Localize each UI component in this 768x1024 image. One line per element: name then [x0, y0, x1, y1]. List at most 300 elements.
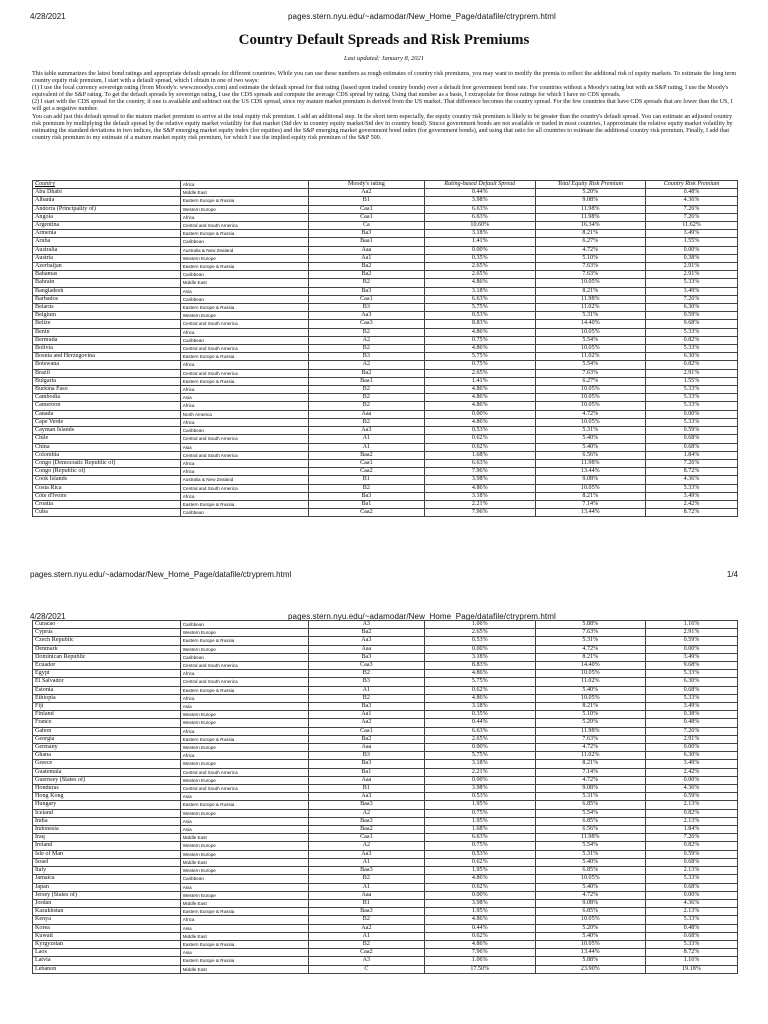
table-row	[33, 875, 738, 883]
rating-cell: Caa3	[308, 320, 424, 328]
table-row	[33, 222, 738, 230]
table-row	[33, 965, 738, 973]
rating-cell: Aa3	[308, 850, 424, 858]
crp-cell: 0.82%	[646, 361, 738, 369]
default-spread-cell: 0.44%	[425, 924, 536, 932]
rating-cell: Aa1	[308, 254, 424, 262]
default-spread-cell: 3.18%	[425, 287, 536, 295]
table-row	[33, 735, 738, 743]
rating-cell: Aaa	[308, 645, 424, 653]
total-erp-cell: 5.20%	[535, 719, 646, 727]
country-cell: Benin	[33, 328, 181, 336]
total-erp-cell: 14.40%	[535, 320, 646, 328]
table-row	[33, 230, 738, 238]
rating-cell: Ba2	[308, 735, 424, 743]
default-spread-cell: 6.63%	[425, 213, 536, 221]
default-spread-cell: 1.41%	[425, 377, 536, 385]
region-cell: Western Europe	[180, 711, 308, 719]
total-erp-cell: 5.10%	[535, 711, 646, 719]
crp-cell: 1.55%	[646, 377, 738, 385]
default-spread-cell: 0.53%	[425, 793, 536, 801]
rating-cell: Aaa	[308, 891, 424, 899]
country-cell: Abu Dhabi	[33, 189, 181, 197]
table-row	[33, 686, 738, 694]
table-row	[33, 637, 738, 645]
crp-cell: 2.91%	[646, 735, 738, 743]
table-row	[33, 238, 738, 246]
rating-cell: Ba3	[308, 653, 424, 661]
total-erp-cell: 11.98%	[535, 834, 646, 842]
crp-cell: 0.59%	[646, 637, 738, 645]
total-erp-cell: 5.88%	[535, 621, 646, 629]
crp-cell: 0.48%	[646, 189, 738, 197]
region-cell: Asia	[180, 817, 308, 825]
crp-cell: 9.68%	[646, 320, 738, 328]
country-cell: Jamaica	[33, 875, 181, 883]
region-cell: Middle East	[180, 834, 308, 842]
country-cell: Dominican Republic	[33, 653, 181, 661]
rating-cell: Ba3	[308, 287, 424, 295]
rating-cell: Ba3	[308, 230, 424, 238]
country-cell: Belize	[33, 320, 181, 328]
table-row	[33, 197, 738, 205]
rating-cell: A3	[308, 621, 424, 629]
default-spread-cell: 1.41%	[425, 238, 536, 246]
region-cell: Caribbean	[180, 653, 308, 661]
country-cell: Cyprus	[33, 629, 181, 637]
region-cell: Eastern Europe & Russia	[180, 686, 308, 694]
intro-paragraph: (1) I use the local currency sovereign rating (from Moody's: www.moodys.com) and estimate the default spread for that rating (based upon traded country bonds) over a default free government bond rate. For countries without a Moody's rating but with an S&P rating, I use the Moody's equivalent of the S&P rating. To get the default spreads by sovereign rating, I use the CDS spreads and compute the average CDS spread by rating. Using that number as a basis, I extrapolate for those ratings for which I have no CDS spreads.	[32, 85, 729, 99]
rating-cell: B3	[308, 678, 424, 686]
rating-cell: Caa1	[308, 213, 424, 221]
crp-cell: 5.33%	[646, 345, 738, 353]
country-cell: Aruba	[33, 238, 181, 246]
table-row	[33, 287, 738, 295]
country-cell: Cuba	[33, 509, 181, 517]
region-cell: Western Europe	[180, 760, 308, 768]
region-cell: Caribbean	[180, 509, 308, 517]
total-erp-cell: 10.05%	[535, 916, 646, 924]
rating-cell: A2	[308, 336, 424, 344]
default-spread-cell: 0.62%	[425, 686, 536, 694]
default-spread-cell: 4.86%	[425, 484, 536, 492]
table-row	[33, 883, 738, 891]
default-spread-cell: 0.62%	[425, 858, 536, 866]
rating-cell: A2	[308, 361, 424, 369]
total-erp-cell: 5.40%	[535, 932, 646, 940]
rating-cell: B2	[308, 394, 424, 402]
table-row	[33, 744, 738, 752]
region-cell: Africa	[180, 727, 308, 735]
crp-cell: 0.68%	[646, 686, 738, 694]
rating-cell: Ba2	[308, 369, 424, 377]
default-spread-cell: 6.63%	[425, 459, 536, 467]
table-row	[33, 645, 738, 653]
table-row	[33, 817, 738, 825]
crp-cell: 0.59%	[646, 312, 738, 320]
rating-cell: C	[308, 965, 424, 973]
table-row	[33, 670, 738, 678]
rating-cell: Aa3	[308, 427, 424, 435]
crp-cell: 5.33%	[646, 279, 738, 287]
table-row	[33, 328, 738, 336]
default-spread-cell: 3.18%	[425, 492, 536, 500]
table-row	[33, 826, 738, 834]
region-cell: Caribbean	[180, 621, 308, 629]
table-row	[33, 678, 738, 686]
country-cell: Bermuda	[33, 336, 181, 344]
region-cell: Central and South America	[180, 435, 308, 443]
country-cell: Ethiopia	[33, 694, 181, 702]
country-cell: Kyrgyzstan	[33, 940, 181, 948]
rating-cell: A1	[308, 932, 424, 940]
region-cell: Western Europe	[180, 719, 308, 727]
region-cell: Africa	[180, 386, 308, 394]
table-row	[33, 312, 738, 320]
table-row	[33, 492, 738, 500]
country-cell: India	[33, 817, 181, 825]
rating-cell: A2	[308, 842, 424, 850]
crp-cell: 0.82%	[646, 336, 738, 344]
default-spread-cell: 2.65%	[425, 271, 536, 279]
default-spread-cell: 17.50%	[425, 965, 536, 973]
table-row	[33, 377, 738, 385]
region-cell: Central and South America	[180, 222, 308, 230]
crp-cell: 1.55%	[646, 238, 738, 246]
default-spread-cell: 3.18%	[425, 760, 536, 768]
total-erp-cell: 8.21%	[535, 703, 646, 711]
region-cell: Western Europe	[180, 254, 308, 262]
default-spread-cell: 6.63%	[425, 727, 536, 735]
country-cell: Cape Verde	[33, 418, 181, 426]
country-cell: Botswana	[33, 361, 181, 369]
region-cell: Africa	[180, 670, 308, 678]
page-number: 1/4	[726, 570, 738, 579]
total-erp-cell: 7.63%	[535, 629, 646, 637]
rating-cell: Caa1	[308, 205, 424, 213]
default-spread-cell: 1.95%	[425, 817, 536, 825]
default-spread-cell: 0.53%	[425, 637, 536, 645]
table-row	[33, 254, 738, 262]
total-erp-cell: 7.63%	[535, 263, 646, 271]
crp-cell: 2.91%	[646, 629, 738, 637]
default-spread-cell: 2.65%	[425, 369, 536, 377]
region-cell: Africa	[180, 752, 308, 760]
country-cell: Kuwait	[33, 932, 181, 940]
country-cell: El Salvador	[33, 678, 181, 686]
rating-cell: A1	[308, 443, 424, 451]
country-cell: Germany	[33, 744, 181, 752]
rating-cell: A1	[308, 883, 424, 891]
intro-text	[32, 71, 738, 142]
total-erp-cell: 7.14%	[535, 768, 646, 776]
country-cell: Croatia	[33, 500, 181, 508]
table-row	[33, 719, 738, 727]
crp-cell: 0.00%	[646, 246, 738, 254]
country-cell: Bolivia	[33, 345, 181, 353]
crp-cell: 2.13%	[646, 908, 738, 916]
table-row	[33, 451, 738, 459]
crp-cell: 2.13%	[646, 867, 738, 875]
region-cell: Africa	[180, 694, 308, 702]
crp-cell: 0.59%	[646, 427, 738, 435]
default-spread-cell: 2.65%	[425, 629, 536, 637]
default-spread-cell: 7.96%	[425, 509, 536, 517]
table-row	[33, 484, 738, 492]
total-erp-cell: 10.05%	[535, 394, 646, 402]
rating-cell: Aa2	[308, 924, 424, 932]
region-cell: Western Europe	[180, 312, 308, 320]
country-table-continued	[32, 620, 738, 974]
crp-cell: 0.38%	[646, 254, 738, 262]
default-spread-cell: 4.86%	[425, 279, 536, 287]
rating-cell: B2	[308, 418, 424, 426]
crp-cell: 1.84%	[646, 451, 738, 459]
rating-cell: B2	[308, 328, 424, 336]
col-header-crp: Country Risk Premium	[646, 181, 738, 189]
default-spread-cell: 4.86%	[425, 670, 536, 678]
region-cell: Central and South America	[180, 369, 308, 377]
print-url: pages.stern.nyu.edu/~adamodar/New_Home_Page/datafile/ctryprem.html	[288, 12, 556, 21]
table-row	[33, 394, 738, 402]
crp-cell: 0.82%	[646, 842, 738, 850]
total-erp-cell: 5.88%	[535, 957, 646, 965]
total-erp-cell: 6.85%	[535, 908, 646, 916]
table-row	[33, 509, 738, 517]
crp-cell: 3.49%	[646, 760, 738, 768]
crp-cell: 4.36%	[646, 785, 738, 793]
table-row	[33, 801, 738, 809]
country-cell: Cambodia	[33, 394, 181, 402]
default-spread-cell: 4.86%	[425, 345, 536, 353]
crp-cell: 19.18%	[646, 965, 738, 973]
country-cell: Egypt	[33, 670, 181, 678]
country-cell: Congo (Democratic Republic of)	[33, 459, 181, 467]
region-cell: Eastern Europe & Russia	[180, 377, 308, 385]
default-spread-cell: 1.68%	[425, 826, 536, 834]
default-spread-cell: 6.63%	[425, 834, 536, 842]
total-erp-cell: 6.27%	[535, 377, 646, 385]
region-cell: Asia	[180, 883, 308, 891]
country-cell: Denmark	[33, 645, 181, 653]
total-erp-cell: 11.98%	[535, 295, 646, 303]
region-cell: Africa	[180, 213, 308, 221]
country-cell: Canada	[33, 410, 181, 418]
rating-cell: A1	[308, 858, 424, 866]
table-row	[33, 908, 738, 916]
country-cell: Hungary	[33, 801, 181, 809]
rating-cell: Caa1	[308, 834, 424, 842]
country-cell: Ireland	[33, 842, 181, 850]
table-row	[33, 427, 738, 435]
country-cell: Israel	[33, 858, 181, 866]
region-cell: Asia	[180, 443, 308, 451]
country-cell: Cameroon	[33, 402, 181, 410]
rating-cell: B1	[308, 785, 424, 793]
rating-cell: B1	[308, 899, 424, 907]
default-spread-cell: 6.63%	[425, 205, 536, 213]
region-cell: Australia & New Zealand	[180, 476, 308, 484]
default-spread-cell: 5.75%	[425, 304, 536, 312]
crp-cell: 3.49%	[646, 230, 738, 238]
region-cell: Eastern Europe & Russia	[180, 801, 308, 809]
rating-cell: B3	[308, 353, 424, 361]
country-cell: Congo (Republic of)	[33, 468, 181, 476]
intro-paragraph: You can add just this default spread to the mature market premium to arrive at the total equity risk premium. I add an additional step. In the short term especially, the equity country risk premium is likely to be greater than the country's default spread. You can estimate an adjusted country risk premium by multiplying the default spread by the relative equity market volatility for that market (Std dev in country equity market/Std dev in country bond). Sincce government bonds are not available or traded in most countries, I approximate the relative equity market volatility by estimating the standard deviations in two indices, the S&P emerging market equity index (for equities) and the S&P emerging market government bond index (for government bonds), and using that ratio for all countries to estimate the additional country risk premium. Finally, I add that country risk premium to my estimate of a mature market equity risk premium, for which I use the implied equity risk premium of the S&P 500.	[32, 113, 733, 141]
table-row	[33, 916, 738, 924]
rating-cell: A1	[308, 686, 424, 694]
rating-cell: B2	[308, 345, 424, 353]
rating-cell: Aa2	[308, 719, 424, 727]
country-cell: Guernsey (States of)	[33, 776, 181, 784]
country-cell: Bahamas	[33, 271, 181, 279]
rating-cell: Baa1	[308, 377, 424, 385]
intro-paragraph: This table summarizes the latest bond ratings and appropriate default spreads for different countries. While you can use these numbers as rough estimates of country risk premiums, you may want to modify the premia to reflect the additonal risk of equity markets. To estimate the long term country equity risk premium, I start with a default spread, which I obtain in one of two ways:	[32, 71, 737, 85]
region-cell: Central and South America	[180, 662, 308, 670]
country-cell: Laos	[33, 949, 181, 957]
table-row	[33, 858, 738, 866]
total-erp-cell: 10.05%	[535, 940, 646, 948]
country-cell: Guatemala	[33, 768, 181, 776]
crp-cell: 4.36%	[646, 197, 738, 205]
rating-cell: B2	[308, 916, 424, 924]
default-spread-cell: 4.86%	[425, 916, 536, 924]
crp-cell: 2.91%	[646, 271, 738, 279]
crp-cell: 6.30%	[646, 752, 738, 760]
region-cell: Eastern Europe & Russia	[180, 637, 308, 645]
country-cell: Ecuador	[33, 662, 181, 670]
total-erp-cell: 10.05%	[535, 279, 646, 287]
country-cell: Bosnia and Herzegovina	[33, 353, 181, 361]
rating-cell: Caa2	[308, 468, 424, 476]
country-cell: Cook Islands	[33, 476, 181, 484]
default-spread-cell: 5.75%	[425, 752, 536, 760]
total-erp-cell: 9.08%	[535, 899, 646, 907]
rating-cell: Ba3	[308, 492, 424, 500]
country-cell: Hong Kong	[33, 793, 181, 801]
crp-cell: 5.33%	[646, 386, 738, 394]
country-cell: Indonesia	[33, 826, 181, 834]
default-spread-cell: 0.75%	[425, 809, 536, 817]
print-header	[30, 12, 738, 24]
region-cell: Caribbean	[180, 295, 308, 303]
total-erp-cell: 5.54%	[535, 842, 646, 850]
default-spread-cell: 0.75%	[425, 361, 536, 369]
table-row	[33, 213, 738, 221]
table-row	[33, 867, 738, 875]
region-cell: Middle East	[180, 858, 308, 866]
crp-cell: 8.72%	[646, 949, 738, 957]
region-cell: Western Europe	[180, 744, 308, 752]
region-cell: North America	[180, 410, 308, 418]
table-row	[33, 785, 738, 793]
table-row	[33, 891, 738, 899]
default-spread-cell: 4.86%	[425, 940, 536, 948]
region-cell: Africa	[180, 492, 308, 500]
country-cell: Bulgaria	[33, 377, 181, 385]
default-spread-cell: 1.68%	[425, 451, 536, 459]
region-cell: Africa	[180, 468, 308, 476]
default-spread-cell: 3.98%	[425, 476, 536, 484]
crp-cell: 7.26%	[646, 213, 738, 221]
region-cell: Central and South America	[180, 484, 308, 492]
total-erp-cell: 6.56%	[535, 826, 646, 834]
crp-cell: 0.00%	[646, 891, 738, 899]
total-erp-cell: 8.21%	[535, 653, 646, 661]
region-cell: Central and South America	[180, 768, 308, 776]
total-erp-cell: 5.54%	[535, 336, 646, 344]
crp-cell: 2.42%	[646, 768, 738, 776]
rating-cell: B2	[308, 279, 424, 287]
country-cell: Bangladesh	[33, 287, 181, 295]
crp-cell: 5.33%	[646, 328, 738, 336]
default-spread-cell: 0.53%	[425, 427, 536, 435]
print-url: pages.stern.nyu.edu/~adamodar/New_Home_Page/datafile/ctryprem.html	[288, 612, 556, 621]
region-cell: Caribbean	[180, 271, 308, 279]
total-erp-cell: 8.21%	[535, 230, 646, 238]
table-row	[33, 703, 738, 711]
region-cell: Eastern Europe & Russia	[180, 197, 308, 205]
crp-cell: 0.82%	[646, 809, 738, 817]
region-cell: Asia	[180, 924, 308, 932]
country-cell: Iraq	[33, 834, 181, 842]
crp-cell: 0.68%	[646, 858, 738, 866]
table-row	[33, 834, 738, 842]
region-cell: Western Europe	[180, 776, 308, 784]
last-updated: Last updated: January 8, 2021	[344, 55, 424, 62]
rating-cell: Ca	[308, 222, 424, 230]
total-erp-cell: 6.85%	[535, 867, 646, 875]
crp-cell: 7.26%	[646, 205, 738, 213]
crp-cell: 7.26%	[646, 295, 738, 303]
total-erp-cell: 10.05%	[535, 670, 646, 678]
default-spread-cell: 4.86%	[425, 875, 536, 883]
table-row	[33, 842, 738, 850]
region-cell: Africa	[180, 916, 308, 924]
table-row	[33, 459, 738, 467]
total-erp-cell: 5.40%	[535, 443, 646, 451]
rating-cell: Ba2	[308, 629, 424, 637]
total-erp-cell: 10.05%	[535, 345, 646, 353]
country-cell: Colombia	[33, 451, 181, 459]
default-spread-cell: 3.18%	[425, 703, 536, 711]
crp-cell: 0.00%	[646, 776, 738, 784]
table-row	[33, 776, 738, 784]
table-row	[33, 468, 738, 476]
default-spread-cell: 0.62%	[425, 443, 536, 451]
region-cell: Middle East	[180, 932, 308, 940]
total-erp-cell: 5.40%	[535, 858, 646, 866]
region-cell: Caribbean	[180, 427, 308, 435]
table-row	[33, 768, 738, 776]
crp-cell: 5.33%	[646, 484, 738, 492]
default-spread-cell: 1.06%	[425, 957, 536, 965]
region-cell: Africa	[180, 361, 308, 369]
total-erp-cell: 6.85%	[535, 801, 646, 809]
total-erp-cell: 7.63%	[535, 369, 646, 377]
total-erp-cell: 7.14%	[535, 500, 646, 508]
rating-cell: B2	[308, 402, 424, 410]
default-spread-cell: 4.86%	[425, 394, 536, 402]
crp-cell: 3.49%	[646, 492, 738, 500]
default-spread-cell: 2.65%	[425, 263, 536, 271]
page-title: Country Default Spreads and Risk Premiums	[238, 32, 530, 48]
region-cell: Caribbean	[180, 336, 308, 344]
total-erp-cell: 4.72%	[535, 891, 646, 899]
print-footer	[30, 570, 738, 582]
default-spread-cell: 3.98%	[425, 899, 536, 907]
rating-cell: B1	[308, 197, 424, 205]
